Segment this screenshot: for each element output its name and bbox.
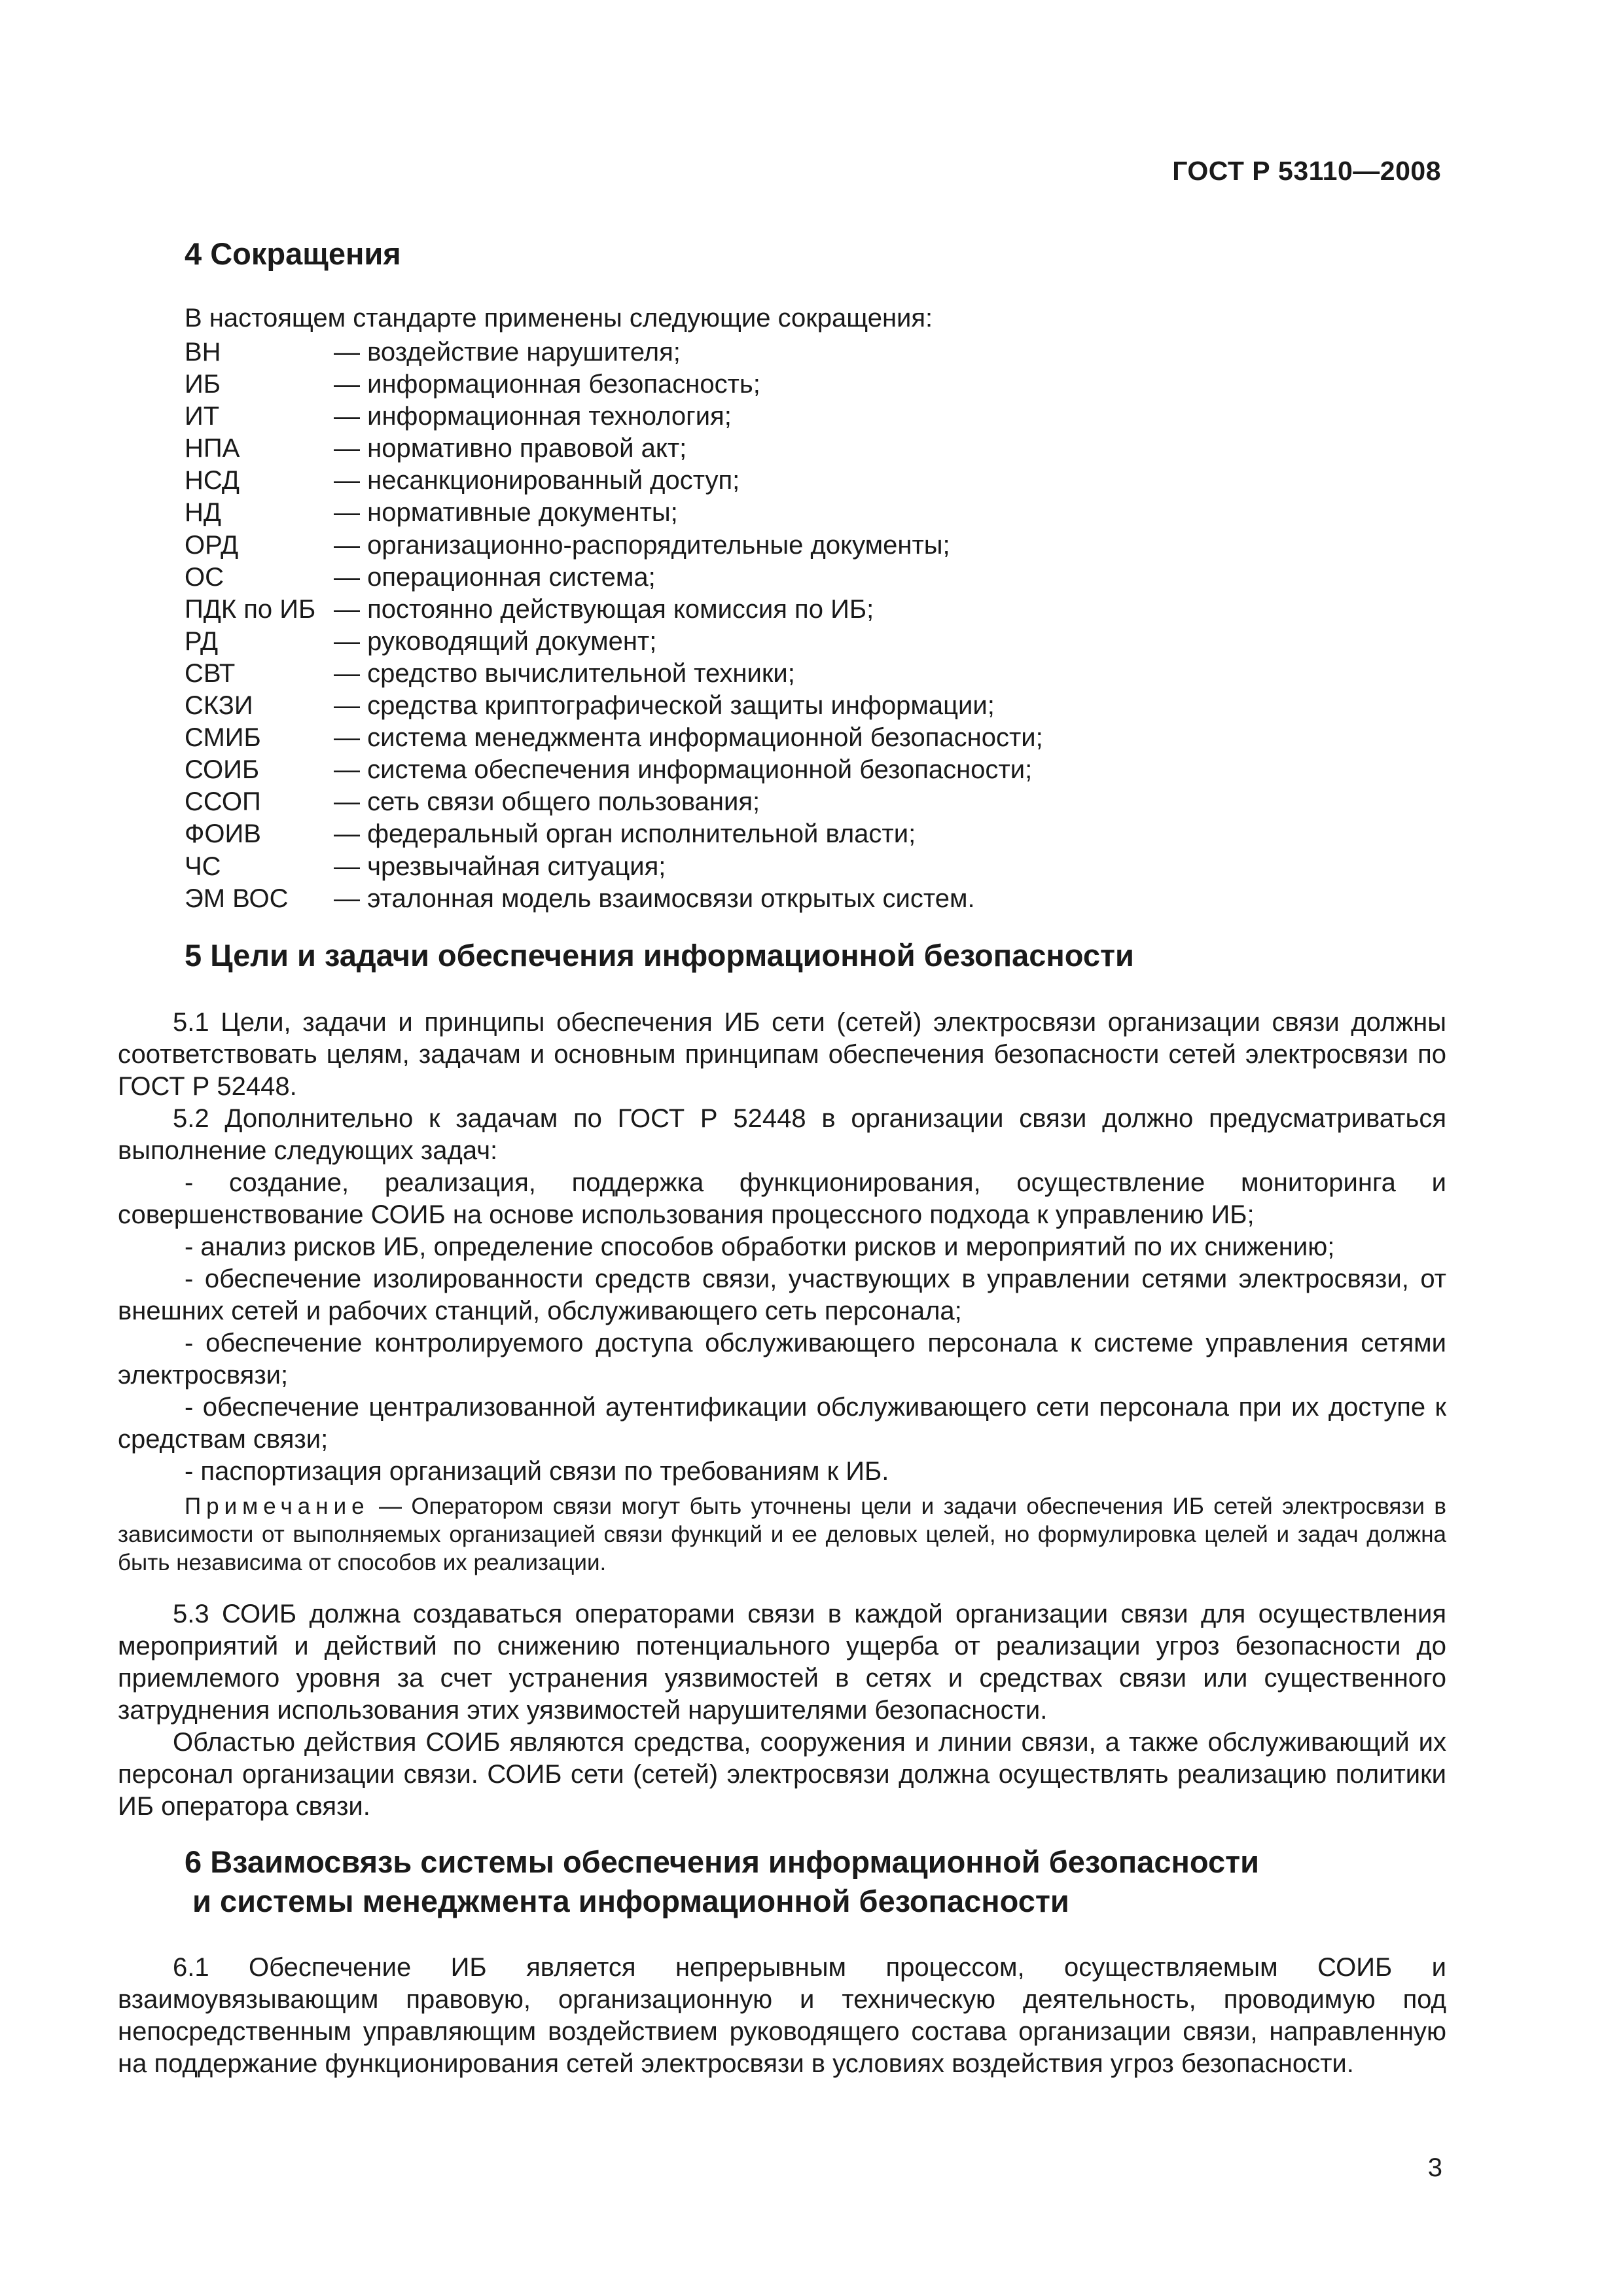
abbreviation-definition: — система менеджмента информационной безопасности; <box>334 723 1043 753</box>
abbreviation-term: ОРД <box>185 530 239 560</box>
task-bullet: - обеспечение контролируемого доступа обслуживающего персонала к системе управления сетями электросвязи; <box>118 1329 1446 1390</box>
note-label: Примечание <box>185 1494 370 1519</box>
task-bullet: - анализ рисков ИБ, определение способов обработки рисков и мероприятий по их снижению; <box>185 1232 1335 1261</box>
abbreviation-definition: — нормативно правовой акт; <box>334 434 687 463</box>
paragraph-5-3: 5.3 СОИБ должна создаваться операторами связи в каждой организации связи для осуществления мероприятий и действий по снижению потенциального ущерба от реализации угроз безопасности до приемлемого уровня за счет устранения уязвимостей в сетях и средствах связи или существенного затруднения использования этих уязвимостей нарушителями безопасности. <box>118 1600 1446 1725</box>
abbreviation-definition: — эталонная модель взаимосвязи открытых систем. <box>334 884 975 913</box>
abbreviation-row <box>185 658 1428 690</box>
abbreviation-term: ЧС <box>185 852 221 881</box>
abbreviation-definition: — чрезвычайная ситуация; <box>334 852 666 881</box>
abbreviation-term: ПДК по ИБ <box>185 594 316 624</box>
abbreviation-definition: — система обеспечения информационной безопасности; <box>334 755 1033 785</box>
paragraph-5-1: 5.1 Цели, задачи и принципы обеспечения ИБ сети (сетей) электросвязи организации связи должны соответствовать целям, задачам и основным принципам обеспечения безопасности сетей электросвязи по ГОСТ Р 52448. <box>118 1008 1446 1101</box>
abbreviation-row <box>185 690 1428 722</box>
abbreviation-definition: — средства криптографической защиты информации; <box>334 691 995 721</box>
abbreviation-row <box>185 562 1428 594</box>
section-6-title-line-1: 6 Взаимосвязь системы обеспечения информационной безопасности <box>185 1844 1259 1879</box>
section-5-3-body <box>118 1598 1446 1823</box>
task-bullet: - обеспечение централизованной аутентификации обслуживающего сети персонала при их доступе к средствам связи; <box>118 1393 1446 1454</box>
task-bullet: - создание, реализация, поддержка функционирования, осуществление мониторинга и совершенствование СОИБ на основе использования процессного подхода к управлению ИБ; <box>118 1168 1446 1229</box>
page-number: 3 <box>1427 2153 1442 2182</box>
abbreviation-row <box>185 433 1428 465</box>
section-4-title: 4 Сокращения <box>185 236 401 271</box>
abbreviation-term: ФОИВ <box>185 819 261 849</box>
abbreviation-row <box>185 722 1428 754</box>
abbreviation-row <box>185 368 1428 401</box>
abbreviation-definition: — постоянно действующая комиссия по ИБ; <box>334 594 874 624</box>
abbreviation-row <box>185 786 1428 818</box>
abbreviation-term: НПА <box>185 434 240 463</box>
abbreviation-row <box>185 529 1428 562</box>
abbreviation-row <box>185 465 1428 497</box>
abbreviation-row <box>185 626 1428 658</box>
abbreviation-definition: — средство вычислительной техники; <box>334 658 795 688</box>
abbreviation-row <box>185 818 1428 850</box>
abbreviation-definition: — информационная безопасность; <box>334 370 760 399</box>
abbreviation-term: СКЗИ <box>185 691 253 721</box>
abbreviation-definition: — несанкционированный доступ; <box>334 466 740 495</box>
abbreviation-term: РД <box>185 626 219 656</box>
abbreviation-row <box>185 883 1428 915</box>
abbreviation-row <box>185 851 1428 883</box>
abbreviation-row <box>185 497 1428 529</box>
abbreviation-definition: — операционная система; <box>334 562 656 592</box>
task-bullet: - обеспечение изолированности средств связи, участвующих в управлении сетями электросвязи, от внешних сетей и рабочих станций, обслуживающего сеть персонала; <box>118 1265 1446 1325</box>
section-6-body <box>118 1952 1446 2080</box>
abbreviation-term: ОС <box>185 562 224 592</box>
abbreviation-definition: — руководящий документ; <box>334 626 657 656</box>
abbreviation-term: СВТ <box>185 658 236 688</box>
abbreviation-term: ИБ <box>185 370 221 399</box>
abbreviation-row <box>185 594 1428 626</box>
paragraph-5-3-scope: Областью действия СОИБ являются средства, сооружения и линии связи, а также обслуживающий их персонал организации связи. СОИБ сети (сетей) электросвязи должна осуществлять реализацию политики ИБ оператора связи. <box>118 1728 1446 1821</box>
abbreviation-term: ЭМ ВОС <box>185 884 289 913</box>
abbreviation-definition: — нормативные документы; <box>334 498 678 528</box>
section-6-title <box>185 1842 1259 1921</box>
abbreviation-row <box>185 401 1428 433</box>
note-block <box>118 1492 1446 1577</box>
abbreviation-term: НД <box>185 498 221 528</box>
abbreviations-intro: В настоящем стандарте применены следующие сокращения: <box>185 304 933 332</box>
paragraph-6-1: 6.1 Обеспечение ИБ является непрерывным процессом, осуществляемым СОИБ и взаимоувязывающим правовую, организационную и техническую деятельность, проводимую под непосредственным управляющим воздействием руководящего состава организации связи, направленную на поддержание функционирования сетей электросвязи в условиях воздействия угроз безопасности. <box>118 1953 1446 2078</box>
task-bullet: - паспортизация организаций связи по требованиям к ИБ. <box>185 1457 889 1486</box>
abbreviation-definition: — информационная технология; <box>334 402 732 431</box>
section-5-body <box>118 1007 1446 1488</box>
abbreviation-definition: — воздействие нарушителя; <box>334 338 681 367</box>
abbreviation-row <box>185 336 1428 368</box>
paragraph-5-2: 5.2 Дополнительно к задачам по ГОСТ Р 52448 в организации связи должно предусматриваться выполнение следующих задач: <box>118 1104 1446 1165</box>
document-code: ГОСТ Р 53110—2008 <box>1172 156 1441 186</box>
abbreviation-definition: — сеть связи общего пользования; <box>334 787 760 817</box>
note-text: — Оператором связи могут быть уточнены цели и задачи обеспечения ИБ сетей электросвязи в зависимости от выполняемых организацией связи функций и ее деловых целей, но формулировка целей и задач должна быть независима от способов их реализации. <box>118 1494 1446 1575</box>
abbreviation-definition: — федеральный орган исполнительной власти; <box>334 819 916 849</box>
abbreviation-definition: — организационно-распорядительные документы; <box>334 530 950 560</box>
abbreviations-list <box>185 336 1428 915</box>
abbreviation-row <box>185 754 1428 786</box>
section-5-title: 5 Цели и задачи обеспечения информационной безопасности <box>185 938 1134 973</box>
abbreviation-term: ВН <box>185 338 221 367</box>
abbreviation-term: СОИБ <box>185 755 260 785</box>
abbreviation-term: СМИБ <box>185 723 261 753</box>
abbreviation-term: ИТ <box>185 402 220 431</box>
abbreviation-term: НСД <box>185 466 240 495</box>
abbreviation-term: ССОП <box>185 787 261 817</box>
section-6-title-line-2: и системы менеджмента информационной безопасности <box>192 1884 1069 1918</box>
